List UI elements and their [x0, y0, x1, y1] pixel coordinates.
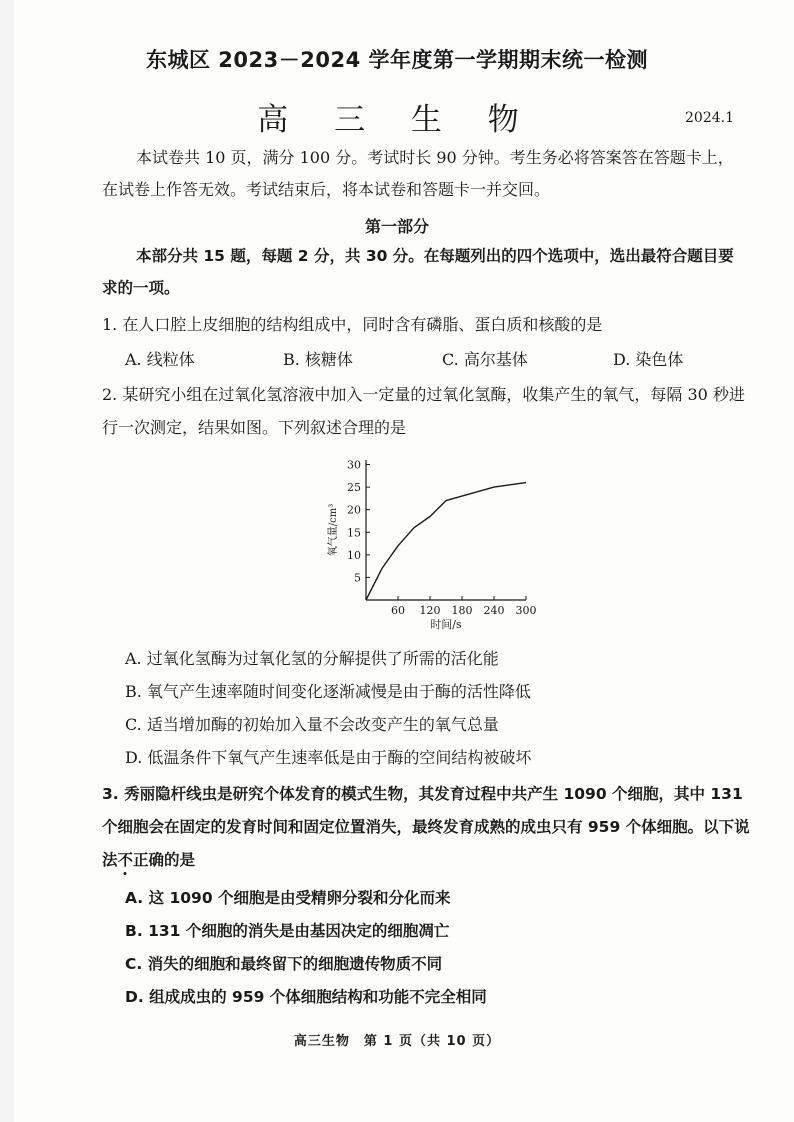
question-3-emphasis: 不	[117, 851, 134, 869]
subject-title: 高 三 生 物	[257, 102, 537, 138]
part-heading: 第一部分	[364, 217, 429, 236]
question-1-option-d: D. 染色体	[613, 350, 684, 369]
question-1-options	[125, 347, 725, 371]
question-2-option-d: D. 低温条件下氧气产生速率低是由于酶的空间结构被破坏	[125, 748, 532, 767]
question-3-option-a: A. 这 1090 个细胞是由受精卵分裂和分化而来	[125, 889, 451, 907]
chart-y-tick-label: 5	[354, 571, 361, 585]
chart-x-tick-label: 60	[391, 604, 405, 617]
chart-y-tick-label: 10	[347, 548, 361, 562]
question-2-option-c: C. 适当增加酶的初始加入量不会改变产生的氧气总量	[125, 715, 499, 734]
question-2-option-b: B. 氧气产生速率随时间变化逐渐减慢是由于酶的活性降低	[125, 682, 531, 701]
question-1-option-c: C. 高尔基体	[442, 350, 528, 369]
chart-series-line	[366, 483, 526, 600]
chart-ticks	[347, 459, 537, 617]
page-footer: 高三生物 第 1 页（共 10 页）	[293, 1034, 501, 1049]
question-1-option-b: B. 核糖体	[283, 350, 353, 369]
chart-y-axis-label: 氧气量/cm³	[328, 503, 339, 557]
question-3-option-d: D. 组成成虫的 959 个体细胞结构和功能不完全相同	[125, 988, 487, 1006]
chart-x-axis-label: 时间/s	[430, 618, 462, 631]
question-3-option-c: C. 消失的细胞和最终留下的细胞遗传物质不同	[125, 955, 443, 973]
chart-x-tick-label: 120	[419, 604, 441, 617]
question-2-option-a: A. 过氧化氢酶为过氧化氢的分解提供了所需的活化能	[125, 649, 499, 668]
exam-date: 2024.1	[685, 110, 734, 126]
chart-y-tick-label: 25	[347, 481, 361, 495]
chart-series	[366, 483, 526, 600]
chart-y-tick-label: 30	[347, 458, 361, 472]
question-3-option-b: B. 131 个细胞的消失是由基因决定的细胞凋亡	[125, 922, 450, 940]
oxygen-volume-chart	[310, 450, 550, 635]
question-3-stem-before: 3. 秀丽隐杆线虫是研究个体发育的模式生物，其发育过程中共产生 1090 个细胞，其中 131 个细胞会在固定的发育时间和固定位置消失，最终发育成熟的成虫只有 959 个体细胞。以下说法	[102, 785, 750, 869]
part-description: 本部分共 15 题，每题 2 分，共 30 分。在每题列出的四个选项中，选出最符合题目要求的一项。	[102, 247, 734, 297]
chart-x-tick-label: 240	[483, 604, 505, 617]
chart-x-tick-label: 300	[515, 604, 537, 617]
exam-instructions: 本试卷共 10 页，满分 100 分。考试时长 90 分钟。考生务必将答案答在答题卡上，在试卷上作答无效。考试结束后，将本试卷和答题卡一并交回。	[102, 148, 734, 199]
chart-y-tick-label: 15	[347, 526, 361, 540]
chart-axes	[366, 460, 526, 600]
question-3-stem-after: 正确的是	[133, 851, 196, 869]
question-2-stem: 2. 某研究小组在过氧化氢溶液中加入一定量的过氧化氢酶，收集产生的氧气，每隔 30 秒进行一次测定，结果如图。下列叙述合理的是	[102, 385, 745, 437]
exam-title: 东城区 2023－2024 学年度第一学期期末统一检测	[145, 48, 648, 72]
chart-x-tick-label: 180	[451, 604, 473, 617]
chart-y-tick-label: 20	[347, 503, 361, 517]
question-1-stem: 1. 在人口腔上皮细胞的结构组成中，同时含有磷脂、蛋白质和核酸的是	[102, 315, 603, 334]
question-3-stem	[102, 778, 752, 877]
question-1-option-a: A. 线粒体	[125, 350, 195, 369]
